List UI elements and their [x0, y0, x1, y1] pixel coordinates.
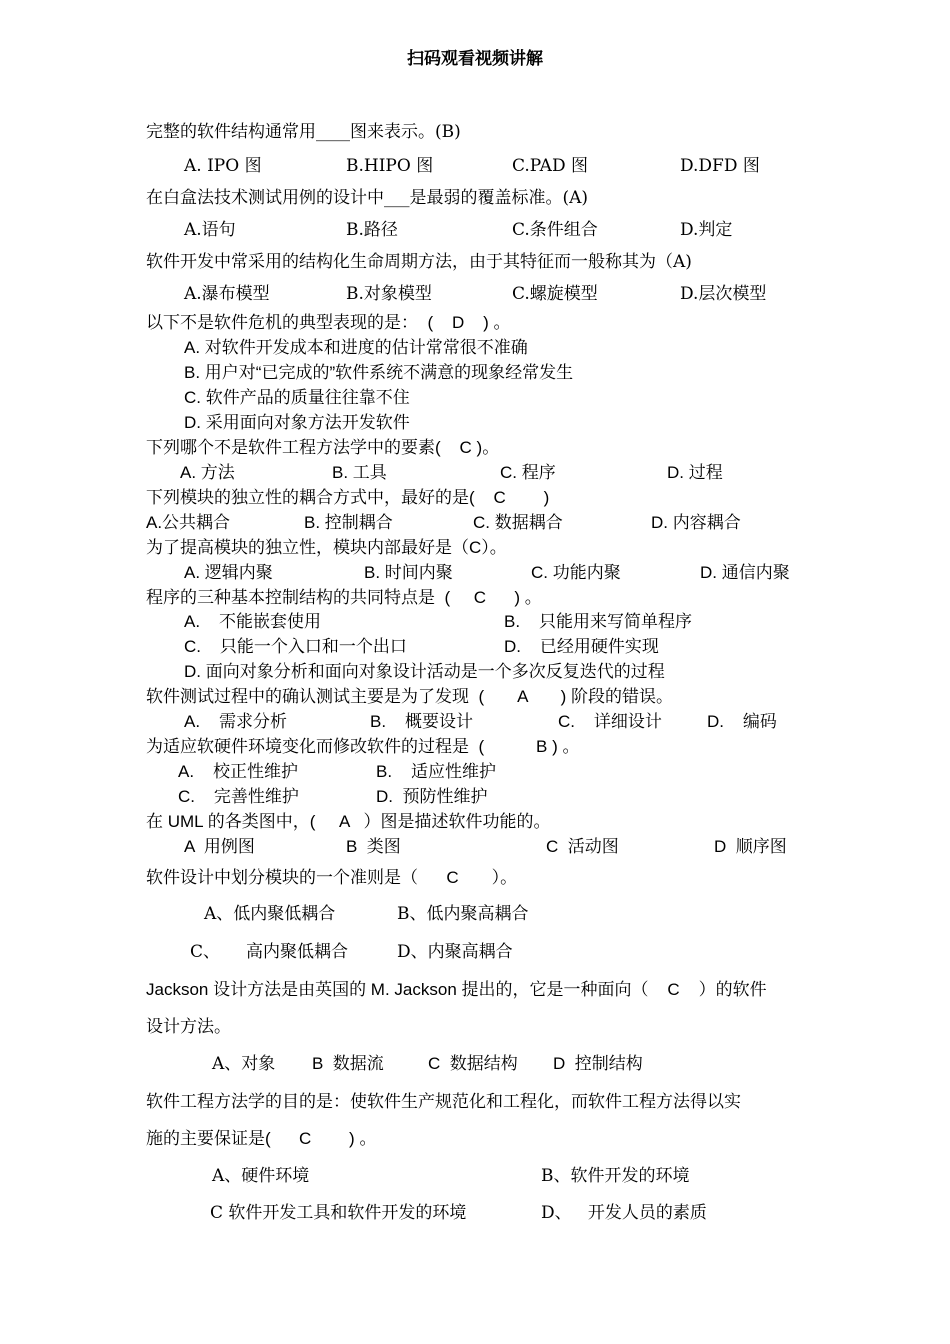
option-d: D. 已经用硬件实现 [504, 637, 659, 656]
question-text: 以下不是软件危机的典型表现的是： ( D ) 。 [146, 313, 511, 332]
option-d: D 控制结构 [553, 1054, 643, 1073]
option-b: B. 适应性维护 [376, 762, 496, 781]
option-c: C. 软件产品的质量往往靠不住 [184, 388, 410, 407]
option-b: B. 控制耦合 [304, 513, 393, 532]
question-text: 软件工程方法学的目的是：使软件生产规范化和工程化，而软件工程方法得以实 [146, 1092, 741, 1111]
option-a: A. 不能嵌套使用 [184, 612, 321, 631]
option-a: A、低内聚低耦合 [204, 904, 336, 924]
option-d: D、 开发人员的素质 [541, 1203, 707, 1223]
option-b: B. 工具 [332, 463, 387, 482]
option-a: A、硬件环境 [212, 1166, 310, 1186]
option-b: B.对象模型 [346, 284, 432, 304]
option-c: C. 详细设计 [558, 712, 662, 731]
question-text: 软件设计中划分模块的一个准则是（ C ）。 [146, 868, 518, 887]
option-d: D. 预防性维护 [376, 787, 488, 806]
option-d: D. 采用面向对象方法开发软件 [184, 413, 410, 432]
option-c: C.螺旋模型 [512, 284, 598, 304]
page-title: 扫码观看视频讲解 [407, 49, 543, 69]
option-d: D. 过程 [667, 463, 723, 482]
option-d: D.判定 [680, 220, 733, 240]
option-a: A. 方法 [180, 463, 235, 482]
option-d: D、内聚高耦合 [397, 942, 513, 962]
option-d: D.层次模型 [680, 284, 767, 304]
question-text-cont: 施的主要保证是( C ) 。 [146, 1129, 377, 1148]
option-c: C 活动图 [546, 837, 619, 856]
question-text: 在白盒法技术测试用例的设计中___是最弱的覆盖标准。(A) [146, 188, 589, 208]
option-a: A.语句 [184, 220, 236, 240]
question-text: 软件开发中常采用的结构化生命周期方法，由于其特征而一般称其为（A) [146, 252, 692, 272]
option-a: A 用例图 [184, 837, 255, 856]
option-b: B. 只能用来写简单程序 [504, 612, 692, 631]
question-text: 为了提高模块的独立性，模块内部最好是（C）。 [146, 538, 507, 557]
option-c: C. 数据耦合 [473, 513, 563, 532]
option-d: D.DFD 图 [680, 156, 760, 176]
option-b: B、软件开发的环境 [541, 1166, 690, 1186]
option-a: A.瀑布模型 [184, 284, 270, 304]
option-b: B. 概要设计 [370, 712, 473, 731]
question-text: 在 UML 的各类图中，( A ）图是描述软件功能的。 [146, 812, 551, 831]
option-a: A. 校正性维护 [178, 762, 298, 781]
option-a: A. 需求分析 [184, 712, 287, 731]
option-b: B 类图 [346, 837, 401, 856]
option-d: D. 编码 [707, 712, 777, 731]
question-text: 下列模块的独立性的耦合方式中，最好的是( C ) [146, 488, 550, 507]
option-c: C. 程序 [500, 463, 556, 482]
option-d: D. 通信内聚 [700, 563, 790, 582]
option-b: B 数据流 [312, 1054, 384, 1073]
option-c: C. 完善性维护 [178, 787, 299, 806]
option-a: A. IPO 图 [184, 156, 262, 176]
question-text: Jackson 设计方法是由英国的 M. Jackson 提出的，它是一种面向（ C ）的软件 [146, 980, 767, 999]
option-b: B. 用户对“已完成的”软件系统不满意的现象经常发生 [184, 363, 574, 382]
option-d-extra: D. 面向对象分析和面向对象设计活动是一个多次反复迭代的过程 [184, 662, 665, 681]
option-c: C.PAD 图 [512, 156, 588, 176]
option-a: A.公共耦合 [146, 513, 231, 532]
option-a: A. 对软件开发成本和进度的估计常常很不准确 [184, 338, 528, 357]
option-b: B. 时间内聚 [364, 563, 453, 582]
option-b: B.路径 [346, 220, 398, 240]
option-b: B.HIPO 图 [346, 156, 434, 176]
option-c-label: C、 [190, 942, 221, 962]
option-b: B、低内聚高耦合 [397, 904, 529, 924]
option-c: C.条件组合 [512, 220, 598, 240]
option-c: C. 只能一个入口和一个出口 [184, 637, 407, 656]
option-c: C. 功能内聚 [531, 563, 621, 582]
question-text: 程序的三种基本控制结构的共同特点是 ( C ) 。 [146, 588, 542, 607]
question-text: 完整的软件结构通常用____图来表示。(B) [146, 122, 461, 142]
question-text: 下列哪个不是软件工程方法学中的要素( C )。 [146, 438, 500, 457]
option-a: A、对象 [212, 1054, 276, 1074]
option-c: C 数据结构 [428, 1054, 518, 1073]
question-text: 软件测试过程中的确认测试主要是为了发现 ( A ) 阶段的错误。 [146, 687, 674, 706]
question-text-cont: 设计方法。 [146, 1017, 231, 1036]
option-c: 高内聚低耦合 [246, 942, 348, 962]
option-d: D. 内容耦合 [651, 513, 741, 532]
option-c: C 软件开发工具和软件开发的环境 [210, 1203, 467, 1223]
question-text: 为适应软硬件环境变化而修改软件的过程是 ( B ) 。 [146, 737, 580, 756]
option-a: A. 逻辑内聚 [184, 563, 273, 582]
option-d: D 顺序图 [714, 837, 787, 856]
